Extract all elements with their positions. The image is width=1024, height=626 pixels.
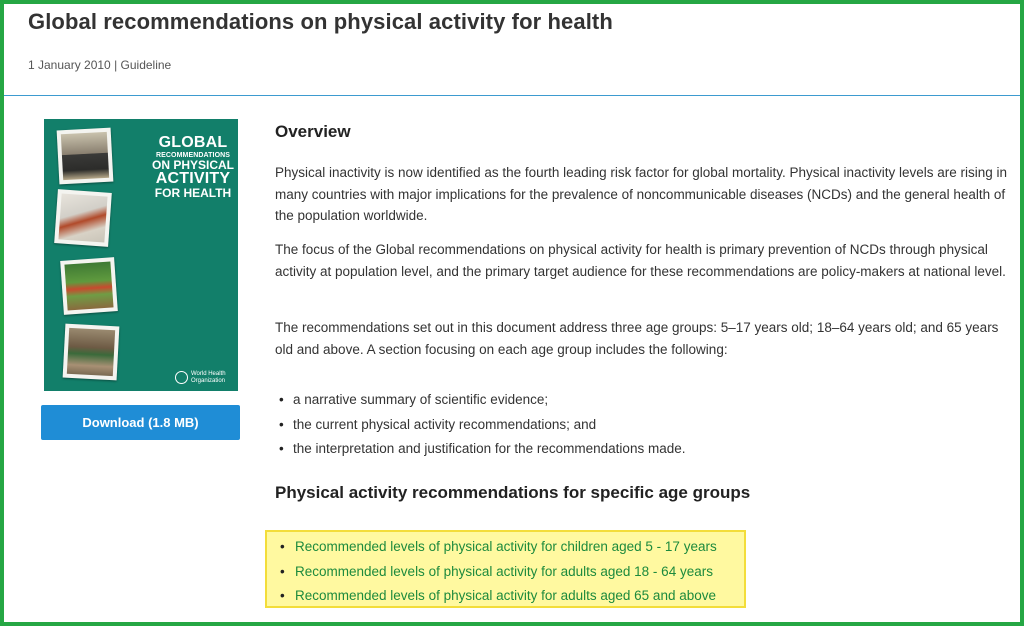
link-adults-18-64[interactable]: Recommended levels of physical activity for adults aged 18 - 64 years xyxy=(295,563,713,579)
main-content xyxy=(275,122,1010,502)
document-cover-image xyxy=(44,119,238,391)
overview-paragraph: Physical inactivity is now identified as the fourth leading risk factor for global mortality. Physical inactivity levels are rising in many countries with major implications for the prevalence of noncommunicable diseases (NCDs) and the general health of the population worldwide. xyxy=(275,165,1008,223)
cover-title-line: ACTIVITY xyxy=(155,170,231,187)
who-logo-line: Organization xyxy=(191,377,226,384)
age-groups-heading: Physical activity recommendations for specific age groups xyxy=(275,483,751,502)
list-item xyxy=(279,560,717,585)
age-group-links xyxy=(279,535,717,609)
cover-title-line: ON PHYSICAL xyxy=(151,158,234,172)
download-button[interactable]: Download (1.8 MB) xyxy=(41,405,240,440)
list-item xyxy=(279,584,717,609)
who-logo-line: World Health xyxy=(191,371,226,377)
evidence-list xyxy=(275,388,685,462)
overview-heading: Overview xyxy=(275,122,351,141)
cover-photo xyxy=(57,128,114,185)
age-group-links-highlight xyxy=(265,530,746,608)
who-logo xyxy=(175,371,226,384)
cover-title-line: FOR HEALTH xyxy=(154,186,232,200)
page-title: Global recommendations on physical activity for health xyxy=(28,9,613,34)
page-header xyxy=(4,4,1020,96)
list-item: • the current physical activity recommendations; and xyxy=(275,413,685,438)
cover-title xyxy=(148,135,238,199)
list-item: • the interpretation and justification for the recommendations made. xyxy=(275,437,685,462)
who-emblem-icon xyxy=(175,371,188,384)
list-item: • a narrative summary of scientific evidence; xyxy=(275,388,685,413)
overview-paragraph: The recommendations set out in this document address three age groups: 5–17 years old; 18–64 years old; and 65 years old and above. A section focusing on each age group includes the following: xyxy=(275,320,999,357)
cover-photo xyxy=(60,257,118,315)
who-logo-text xyxy=(191,371,226,384)
cover-title-line: RECOMMENDATIONS xyxy=(155,152,231,159)
cover-photo xyxy=(63,324,120,381)
cover-photo xyxy=(54,189,112,247)
cover-title-line: GLOBAL xyxy=(158,134,228,151)
link-children-5-17[interactable]: Recommended levels of physical activity for children aged 5 - 17 years xyxy=(295,539,717,554)
overview-paragraph: The focus of the Global recommendations on physical activity for health is primary prevention of NCDs through physical activity at population level, and the primary target audience for these recommendations are policy-makers at national level. xyxy=(275,242,1006,279)
list-item xyxy=(279,535,717,560)
publication-meta: 1 January 2010 | Guideline xyxy=(28,58,172,72)
link-adults-65-plus[interactable]: Recommended levels of physical activity for adults aged 65 and above xyxy=(295,588,716,603)
